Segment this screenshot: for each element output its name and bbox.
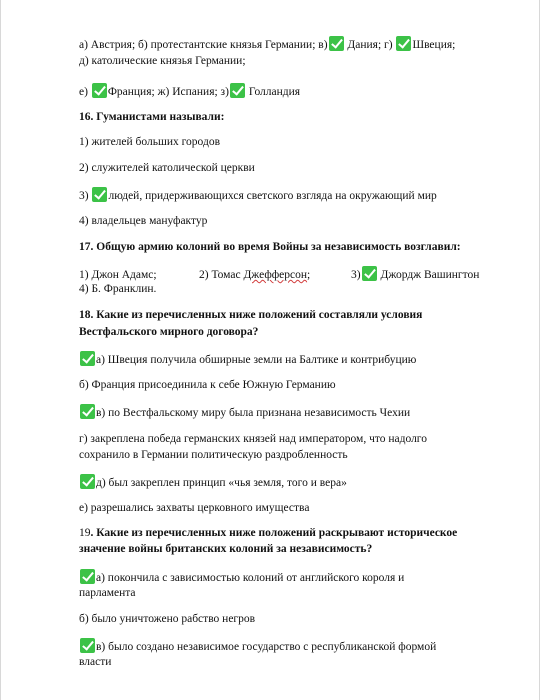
option-denmark: Дания; г)	[344, 39, 396, 51]
checkmark-icon	[80, 474, 95, 489]
checkmark-icon	[362, 266, 377, 281]
option-prefix: 3)	[351, 269, 361, 281]
q17-option-4: 4) Б. Франклин.	[79, 283, 157, 295]
option-france: Франция; ж) Испания; з)	[107, 86, 229, 98]
question-18-title-line-2: Вестфальского мирного договора?	[79, 326, 259, 338]
option-text: а) покончила с зависимостью колоний от английского короля и	[96, 572, 405, 584]
checkmark-icon	[92, 187, 107, 202]
option-text: д) католические князья Германии;	[79, 55, 246, 67]
checkmark-icon	[80, 351, 95, 366]
q16-option-3	[79, 187, 437, 204]
q19-option-v-line-1	[79, 638, 436, 655]
option-text: в) по Вестфальскому миру была признана независимость Чехии	[96, 407, 411, 419]
q18-option-a	[79, 351, 416, 368]
option-text: а) Швеция получила обширные земли на Балтике и контрибуцию	[96, 354, 417, 366]
options-line-1	[79, 36, 455, 53]
checkmark-icon	[80, 638, 95, 653]
q17-option-1: 1) Джон Адамс;	[79, 269, 157, 281]
q18-option-g-line-2: сохранило в Германии политическую раздробленность	[79, 449, 348, 461]
question-19-title-line-2: значение войны британских колоний за независимость?	[79, 543, 373, 555]
q18-option-b: б) Франция присоединила к себе Южную Германию	[79, 379, 336, 391]
question-18-title-line-1: 18. Какие из перечисленных ниже положений составляли условия	[79, 309, 423, 321]
checkmark-icon	[230, 83, 245, 98]
q19-option-a-line-1	[79, 569, 404, 586]
q16-option-2: 2) служителей католической церкви	[79, 162, 255, 174]
option-text: Джордж Вашингтон	[377, 269, 480, 281]
question-19-title-line-1	[79, 525, 457, 541]
option-text: людей, придерживающихся светского взгляда на окружающий мир	[108, 190, 437, 202]
q17-option-2	[199, 267, 351, 283]
option-text: д) был закреплен принцип «чья земля, того и вера»	[96, 477, 347, 489]
option-text: а) Австрия; б) протестантские князья Германии; в)	[79, 39, 328, 51]
option-sweden: Швеция;	[412, 39, 456, 51]
option-holland: Голландия	[245, 86, 301, 98]
q18-option-e: е) разрешались захваты церковного имущества	[79, 502, 310, 514]
option-prefix: 3)	[79, 190, 92, 202]
q17-option-3	[351, 269, 479, 281]
option-suffix: ;	[307, 269, 311, 281]
checkmark-icon	[80, 569, 95, 584]
q18-option-v	[79, 404, 410, 421]
options-line-2	[79, 53, 246, 69]
question-16-title: 16. Гуманистами называли:	[79, 111, 225, 123]
option-text: е)	[79, 86, 91, 98]
q19-option-v-line-2: власти	[79, 656, 112, 668]
checkmark-icon	[329, 36, 344, 51]
q19-option-a-line-2: парламента	[79, 587, 136, 599]
options-line-3	[79, 83, 300, 100]
question-number: 19	[79, 527, 91, 539]
option-text: в) было создано независимое государство с республиканской формой	[96, 641, 437, 653]
q18-option-d	[79, 474, 347, 491]
q19-option-b: б) было уничтожено рабство негров	[79, 613, 256, 625]
checkmark-icon	[80, 404, 95, 419]
question-17-title: 17. Общую армию колоний во время Войны за независимость возглавил:	[79, 241, 461, 253]
title-text: . Какие из перечисленных ниже положений раскрывают историческое	[90, 527, 458, 539]
option-prefix: 2) Томас	[199, 269, 244, 281]
q16-option-1: 1) жителей больших городов	[79, 136, 221, 148]
q18-option-g-line-1: г) закреплена победа германских князей над императором, что надолго	[79, 433, 427, 445]
q16-option-4: 4) владельцев мануфактур	[79, 215, 208, 227]
misspelled-word: Джефферсон	[243, 269, 308, 281]
checkmark-icon	[396, 36, 411, 51]
checkmark-icon	[92, 83, 107, 98]
